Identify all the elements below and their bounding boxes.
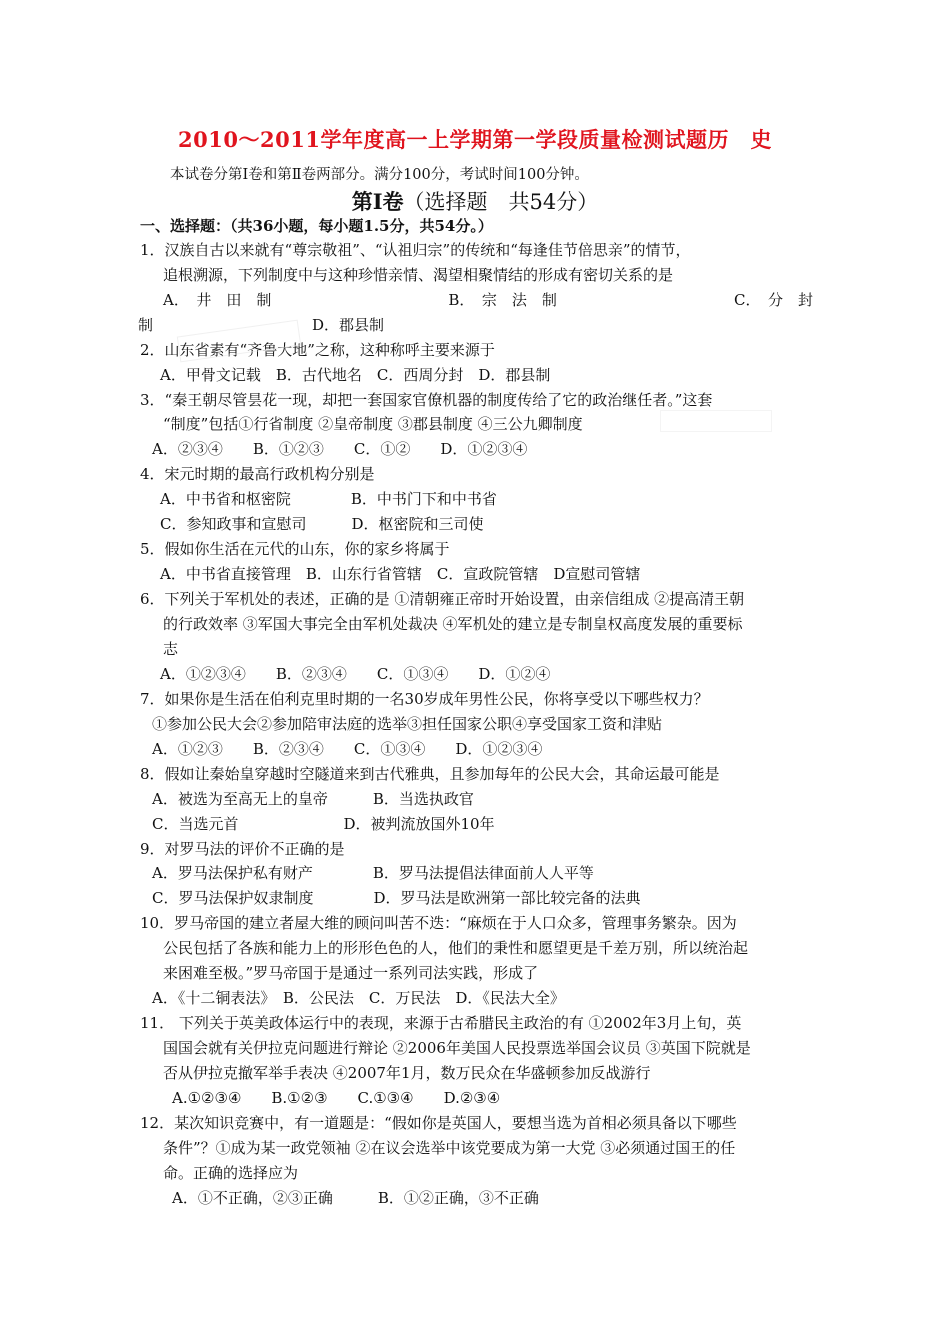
question-5-options: A．中书省直接管理 B．山东行省管辖 C．宣政院管辖 D宣慰司管辖 [160, 565, 641, 583]
question-3-line-2: “制度”包括①行省制度 ②皇帝制度 ③郡县制度 ④三公九卿制度 [163, 415, 583, 433]
section-subtitle: （选择题 共54分） [403, 190, 599, 214]
question-11-options: A.①②③④ B.①②③ C.①③④ D.②③④ [172, 1089, 501, 1107]
question-7-stem: 7．如果你是生活在伯利克里时期的一名30岁成年男性公民，你将享受以下哪些权力？ [140, 690, 709, 708]
section-heading [0, 186, 950, 216]
question-1-options [163, 290, 813, 310]
question-4-options-2: C．参知政事和宣慰司 D．枢密院和三司使 [160, 515, 484, 533]
question-6-line-3: 志 [163, 640, 179, 658]
question-12-line-2: 条件”？①成为某一政党领袖 ②在议会选举中该党要成为第一大党 ③必须通过国王的任 [163, 1139, 736, 1157]
exam-intro: 本试卷分第Ⅰ卷和第Ⅱ卷两部分。满分100分，考试时间100分钟。 [170, 167, 589, 183]
question-7-options: A．①②③ B．②③④ C．①③④ D．①②③④ [152, 740, 543, 758]
question-1-option-b: B． 宗 法 制 [448, 291, 557, 309]
question-6-line-2: 的行政效率 ③军国大事完全由军机处裁决 ④军机处的建立是专制皇权高度发展的重要标 [163, 615, 743, 633]
question-2-options: A．甲骨文记载 B．古代地名 C．西周分封 D．郡县制 [160, 366, 551, 384]
question-4-options-1: A．中书省和枢密院 B．中书门下和中书省 [160, 490, 497, 508]
question-11-line-2: 国国会就有关伊拉克问题进行辩论 ②2006年美国人民投票选举国会议员 ③英国下院就是 [163, 1039, 751, 1057]
question-8-options-1: A．被选为至高无上的皇帝 B．当选执政官 [152, 790, 474, 808]
question-3-options: A．②③④ B．①②③ C．①② D．①②③④ [152, 440, 528, 458]
question-10-line-1: 10．罗马帝国的建立者屋大维的顾问叫苦不迭：“麻烦在于人口众多，管理事务繁杂。因为 [140, 914, 737, 932]
question-11-line-1: 11． 下列关于英美政体运行中的表现，来源于古希腊民主政治的有 ①2002年3月上旬，英 [140, 1014, 742, 1032]
question-6-line-1: 6．下列关于军机处的表述，正确的是 ①清朝雍正帝时开始设置，由亲信组成 ②提高清王朝 [140, 590, 745, 608]
exam-title: 2010～2011学年度高一上学期第一学段质量检测试题历 史 [178, 127, 772, 152]
question-11-line-3: 否从伊拉克撤军举手表决 ④2007年1月，数万民众在华盛顿参加反战游行 [163, 1064, 651, 1082]
question-1-option-d: D．郡县制 [312, 316, 385, 334]
question-3-line-1: 3．“秦王朝尽管昙花一现，却把一套国家官僚机器的制度传给了它的政治继任者。”这套 [140, 391, 713, 409]
question-4-stem: 4．宋元时期的最高行政机构分别是 [140, 465, 375, 483]
question-9-stem: 9．对罗马法的评价不正确的是 [140, 840, 345, 858]
question-12-line-3: 命。正确的选择应为 [163, 1164, 299, 1182]
question-12-options: A．①不正确，②③正确 B．①②正确，③不正确 [172, 1189, 539, 1207]
question-10-line-3: 来困难至极。”罗马帝国于是通过一系列司法实践，形成了 [163, 964, 539, 982]
question-5-stem: 5．假如你生活在元代的山东，你的家乡将属于 [140, 540, 450, 558]
question-8-stem: 8．假如让秦始皇穿越时空隧道来到古代雅典，且参加每年的公民大会，其命运最可能是 [140, 765, 720, 783]
question-9-options-2: C．罗马法保护奴隶制度 D．罗马法是欧洲第一部比较完备的法典 [152, 889, 641, 907]
question-12-line-1: 12．某次知识竞赛中，有一道题是：“假如你是英国人，要想当选为首相必须具备以下哪些 [140, 1114, 737, 1132]
question-1-option-a: A． 井 田 制 [163, 291, 272, 309]
question-1-line-2: 追根溯源，下列制度中与这种珍惜亲情、渴望相聚情结的形成有密切关系的是 [163, 266, 674, 284]
question-9-options-1: A．罗马法保护私有财产 B．罗马法提倡法律面前人人平等 [152, 864, 594, 882]
question-1-line-1: 1．汉族自古以来就有“尊宗敬祖”、“认祖归宗”的传统和“每逢佳节倍思亲”的情节， [140, 241, 691, 259]
question-1-option-c-wrap: 制 [138, 316, 154, 334]
part-heading: 一、选择题：（共36小题，每小题1.5分，共54分。） [140, 217, 493, 235]
question-2-stem: 2．山东省素有“齐鲁大地”之称，这种称呼主要来源于 [140, 341, 495, 359]
question-8-options-2: C．当选元首 D．被判流放国外10年 [152, 815, 495, 833]
section-label: 第Ⅰ卷 [351, 189, 404, 214]
watermark-mark-2 [660, 410, 772, 432]
question-1-option-c: C． 分 封 [734, 291, 813, 309]
question-7-items: ①参加公民大会②参加陪审法庭的选举③担任国家公职④享受国家工资和津贴 [152, 715, 663, 733]
question-6-options: A．①②③④ B．②③④ C．①③④ D．①②④ [160, 665, 551, 683]
question-10-line-2: 公民包括了各族和能力上的形形色色的人，他们的秉性和愿望更是千差万别，所以统治起 [163, 939, 749, 957]
question-10-options: A．《十二铜表法》 B．公民法 C．万民法 D．《民法大全》 [152, 989, 565, 1007]
